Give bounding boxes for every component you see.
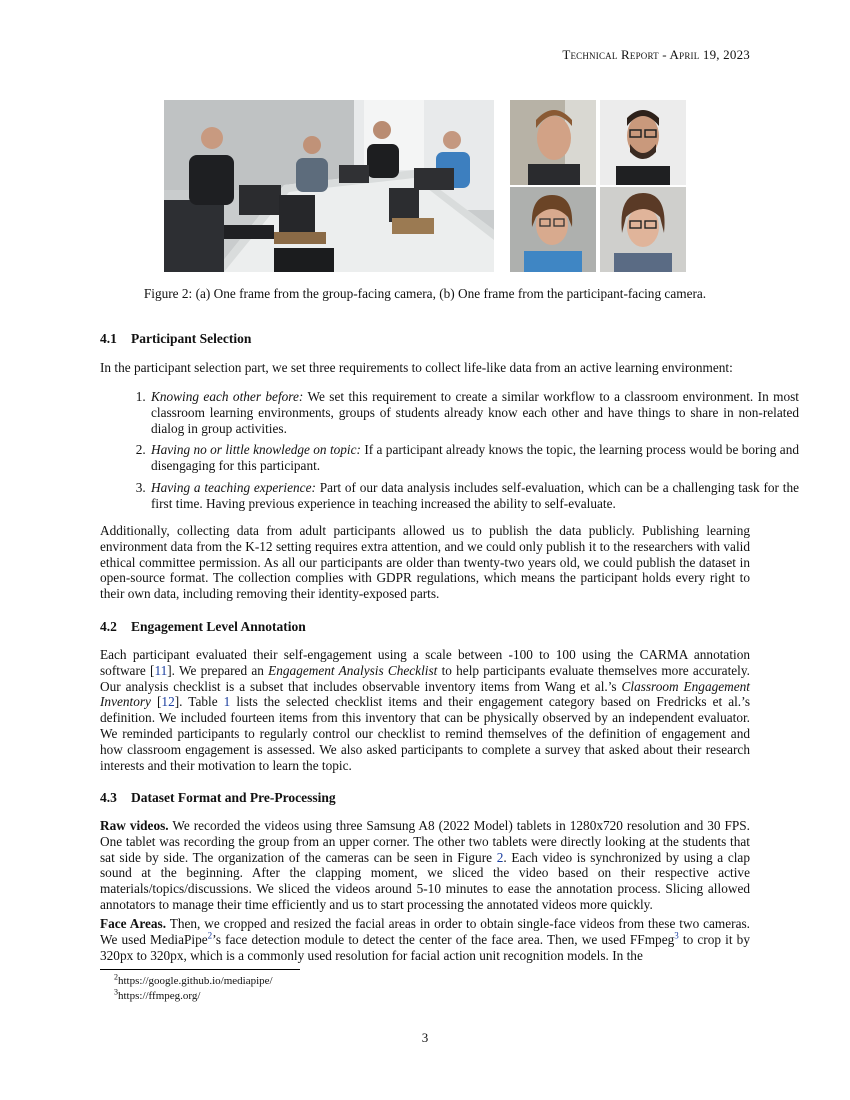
section-title: Dataset Format and Pre-Processing [131,790,336,805]
list-item [149,442,799,474]
footnote [114,972,273,987]
page-number: 3 [421,1030,429,1045]
participant-face-photo [600,100,686,185]
participant-face-photo [510,100,596,185]
list-item-term: Having a teaching experience: [151,479,316,495]
participant-face-photo [510,187,596,272]
paragraph: In the participant selection part, we set three requirements to collect life-like data from an active learning environment: [100,360,733,375]
footnote-mark: 3 [114,987,118,997]
citation-link[interactable]: 12 [161,694,175,710]
section-heading-4-1 [100,331,251,347]
figure-link[interactable]: 2 [496,849,504,865]
list-item [149,389,799,436]
table-link[interactable]: 1 [223,694,231,710]
text-run: ’s face detection module to detect the center of the face area. Then, we used FFmpeg [212,931,675,947]
figure-2 [164,100,686,272]
section-number: 4.3 [100,790,117,805]
footnote-divider [100,969,300,970]
list-item-text: If a participant already knows the topic, the learning process would be boring and disengaging for this participant. [151,442,799,474]
list-item-text: Part of our data analysis includes self-evaluation, which can be a challenging task for the first time. Having previous experience in teaching increased the ability to self-evaluate. [151,479,800,511]
text-run: . Each video is synchronized by using a clap sound at the beginning. After the clapping moment, we sliced the video based on their respective active materials/topics/discussions. We sliced the videos around 5-10 minutes to ease the annotation process. Slicing allowed annotators to manage their time efficiently and us to start processing the annotated videos more quickly. [100,849,750,912]
footnote-link[interactable]: 3 [674,930,679,941]
footnote-link[interactable]: 2 [207,930,213,941]
running-header: Technical Report - April 19, 2023 [562,47,750,62]
paragraph-label: Face Areas. [100,916,167,931]
requirements-list [100,389,799,518]
group-camera-illustration [164,100,494,272]
section-heading-4-3 [100,790,336,806]
text-run: Then, we cropped and resized the facial areas in order to obtain single-face videos from these two cameras. We used MediaPipe [100,916,750,947]
footnote [114,987,201,1002]
participant-camera-photos [510,100,686,272]
footnote-url[interactable]: https://ffmpeg.org/ [118,990,201,1002]
paragraph [100,647,750,773]
citation-link[interactable]: 11 [154,662,168,678]
list-item-term: Having no or little knowledge on topic: [151,442,361,458]
list-item-text: We set this requirement to create a similar workflow to a classroom environment. In most classroom learning environments, groups of students already know each other and have things to share in non-related dialog in group activities. [151,389,799,436]
paragraph-label: Raw videos. [100,818,169,833]
text-run: Each participant evaluated their self-engagement using a scale between -100 to 100 using the CARMA annotation software [ [100,647,750,678]
figure-caption: Figure 2: (a) One frame from the group-facing camera, (b) One frame from the participant-facing camera. [143,286,707,301]
text-run: to help participants evaluate themselves more accurately. Our analysis checklist is a subset that includes observable inventory items from Wang et al.’s [100,662,750,694]
paper-page [100,0,800,1100]
group-camera-photo [164,100,494,272]
section-title: Engagement Level Annotation [131,619,306,634]
text-run: ]. We prepared an [167,662,269,678]
participant-face-photo [600,187,686,272]
text-run: to crop it by 320px to 320px, which is a commonly used resolution for facial action unit recognition models. In the [100,931,750,963]
paragraph [100,916,750,963]
text-run: lists the selected checklist items and their engagement category based on Fredricks et al.’s definition. We included fourteen items from this inventory that can be physically observed by an independent evaluator. We reminded participants to regularly control our checklist to remind themselves of the definition of engagement and how classroom engagement is assessed. We also asked participants to complete a survey that asked about their research interests and their motivation to learn the topic. [100,694,750,773]
paragraph: Additionally, collecting data from adult participants allowed us to publish the data publicly. Publishing learning environment data from the K-12 setting requires extra attention, and we could only publish it to the researchers with valid ethical committee permission. As all our participants are older than twenty-two years old, we could publish the dataset in open-source format. The collection complies with GDPR regulations, which means the participant holds every right to their own data, including removing their identity-exposed parts. [100,523,750,602]
section-title: Participant Selection [131,331,252,346]
section-number: 4.1 [100,331,117,346]
footnote-url[interactable]: https://google.github.io/mediapipe/ [118,975,273,987]
text-run: [ [150,694,162,710]
italic-term: Classroom Engagement Inventory [100,678,750,710]
section-number: 4.2 [100,619,117,634]
text-run: ]. Table [174,694,224,710]
paragraph [100,818,750,913]
footnote-mark: 2 [114,972,118,982]
section-heading-4-2 [100,619,306,635]
text-run: We recorded the videos using three Samsung A8 (2022 Model) tablets in 1280x720 resolution and 30 FPS. One tablet was recording the group from an upper corner. The other two tablets were directly looking at the students that sat side by side. The organization of the cameras can be seen in Figure [100,818,751,865]
list-item [149,480,799,512]
list-item-term: Knowing each other before: [151,389,304,404]
italic-term: Engagement Analysis Checklist [268,662,438,678]
